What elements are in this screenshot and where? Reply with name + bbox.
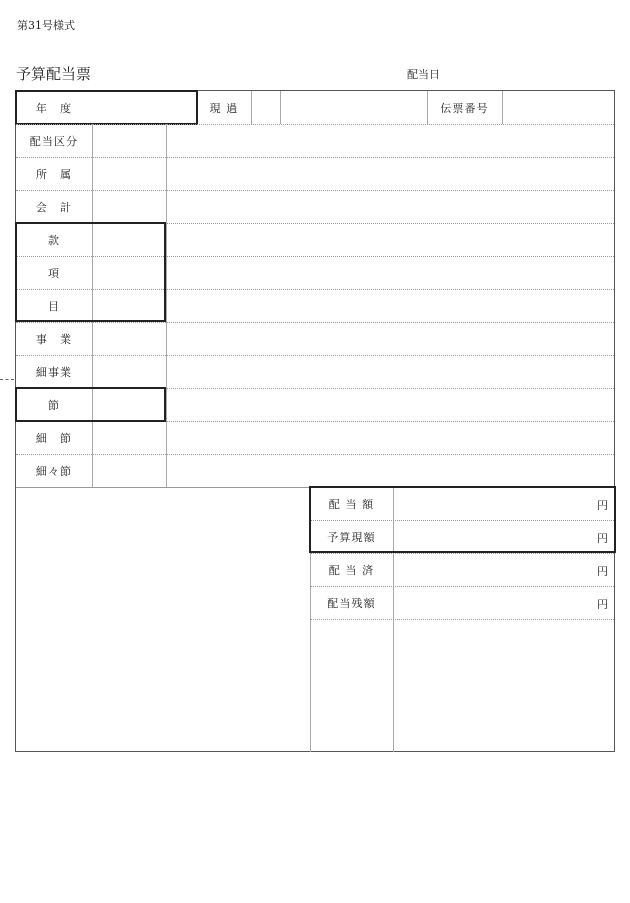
fold-mark [0,379,14,380]
project-label: 事 業 [35,332,73,346]
kan-label: 款 [47,233,61,247]
department-field[interactable] [92,157,614,190]
budget-allocation-form [15,90,615,752]
sub-project-label: 細事業 [35,365,73,379]
account-label: 会 計 [35,200,73,214]
allocated-field[interactable] [393,553,614,586]
voucher-number-label: 伝票番号 [440,101,489,115]
notes-field[interactable] [393,619,614,752]
sub-sub-setsu-label: 細々節 [35,464,73,478]
current-budget-label: 予算現額 [327,530,376,544]
current-past-field[interactable] [251,91,280,124]
remarks-area[interactable] [16,487,310,752]
kou-field[interactable] [92,256,614,289]
kan-field[interactable] [92,223,614,256]
allocated-label: 配 当 済 [328,563,375,577]
department-label: 所 属 [35,167,73,181]
account-field[interactable] [92,190,614,223]
moku-label: 目 [47,299,61,313]
allocation-category-field[interactable] [92,124,614,157]
current-past-label: 現 過 [209,101,239,115]
moku-field[interactable] [92,289,614,322]
remaining-unit: 円 [597,598,608,611]
remaining-field[interactable] [393,586,614,619]
form-number: 第31号様式 [17,19,75,32]
kou-label: 項 [47,266,61,280]
kan-kou-moku-box [15,222,166,322]
setsu-field[interactable] [92,388,614,421]
allocation-date-label: 配当日 [407,68,440,81]
setsu-box [15,387,166,422]
sub-sub-setsu-field[interactable] [92,454,614,487]
sub-project-field[interactable] [92,355,614,388]
voucher-number-field[interactable] [502,91,615,124]
setsu-label: 節 [47,398,61,412]
blank-field[interactable] [280,91,427,124]
fiscal-year-label: 年 度 [35,101,73,115]
remaining-label: 配当残額 [327,596,376,610]
allocation-category-label: 配当区分 [29,134,79,148]
sub-setsu-field[interactable] [92,421,614,454]
allocated-unit: 円 [597,565,608,578]
notes-label-cell [310,619,393,752]
allocation-amount-label: 配 当 額 [328,497,375,511]
allocation-amount-box [309,486,616,553]
sub-setsu-label: 細 節 [35,431,73,445]
project-field[interactable] [92,322,614,355]
allocation-amount-unit: 円 [597,499,608,512]
fiscal-year-box [15,90,198,125]
form-title: 予算配当票 [16,65,92,83]
current-budget-unit: 円 [597,532,608,545]
